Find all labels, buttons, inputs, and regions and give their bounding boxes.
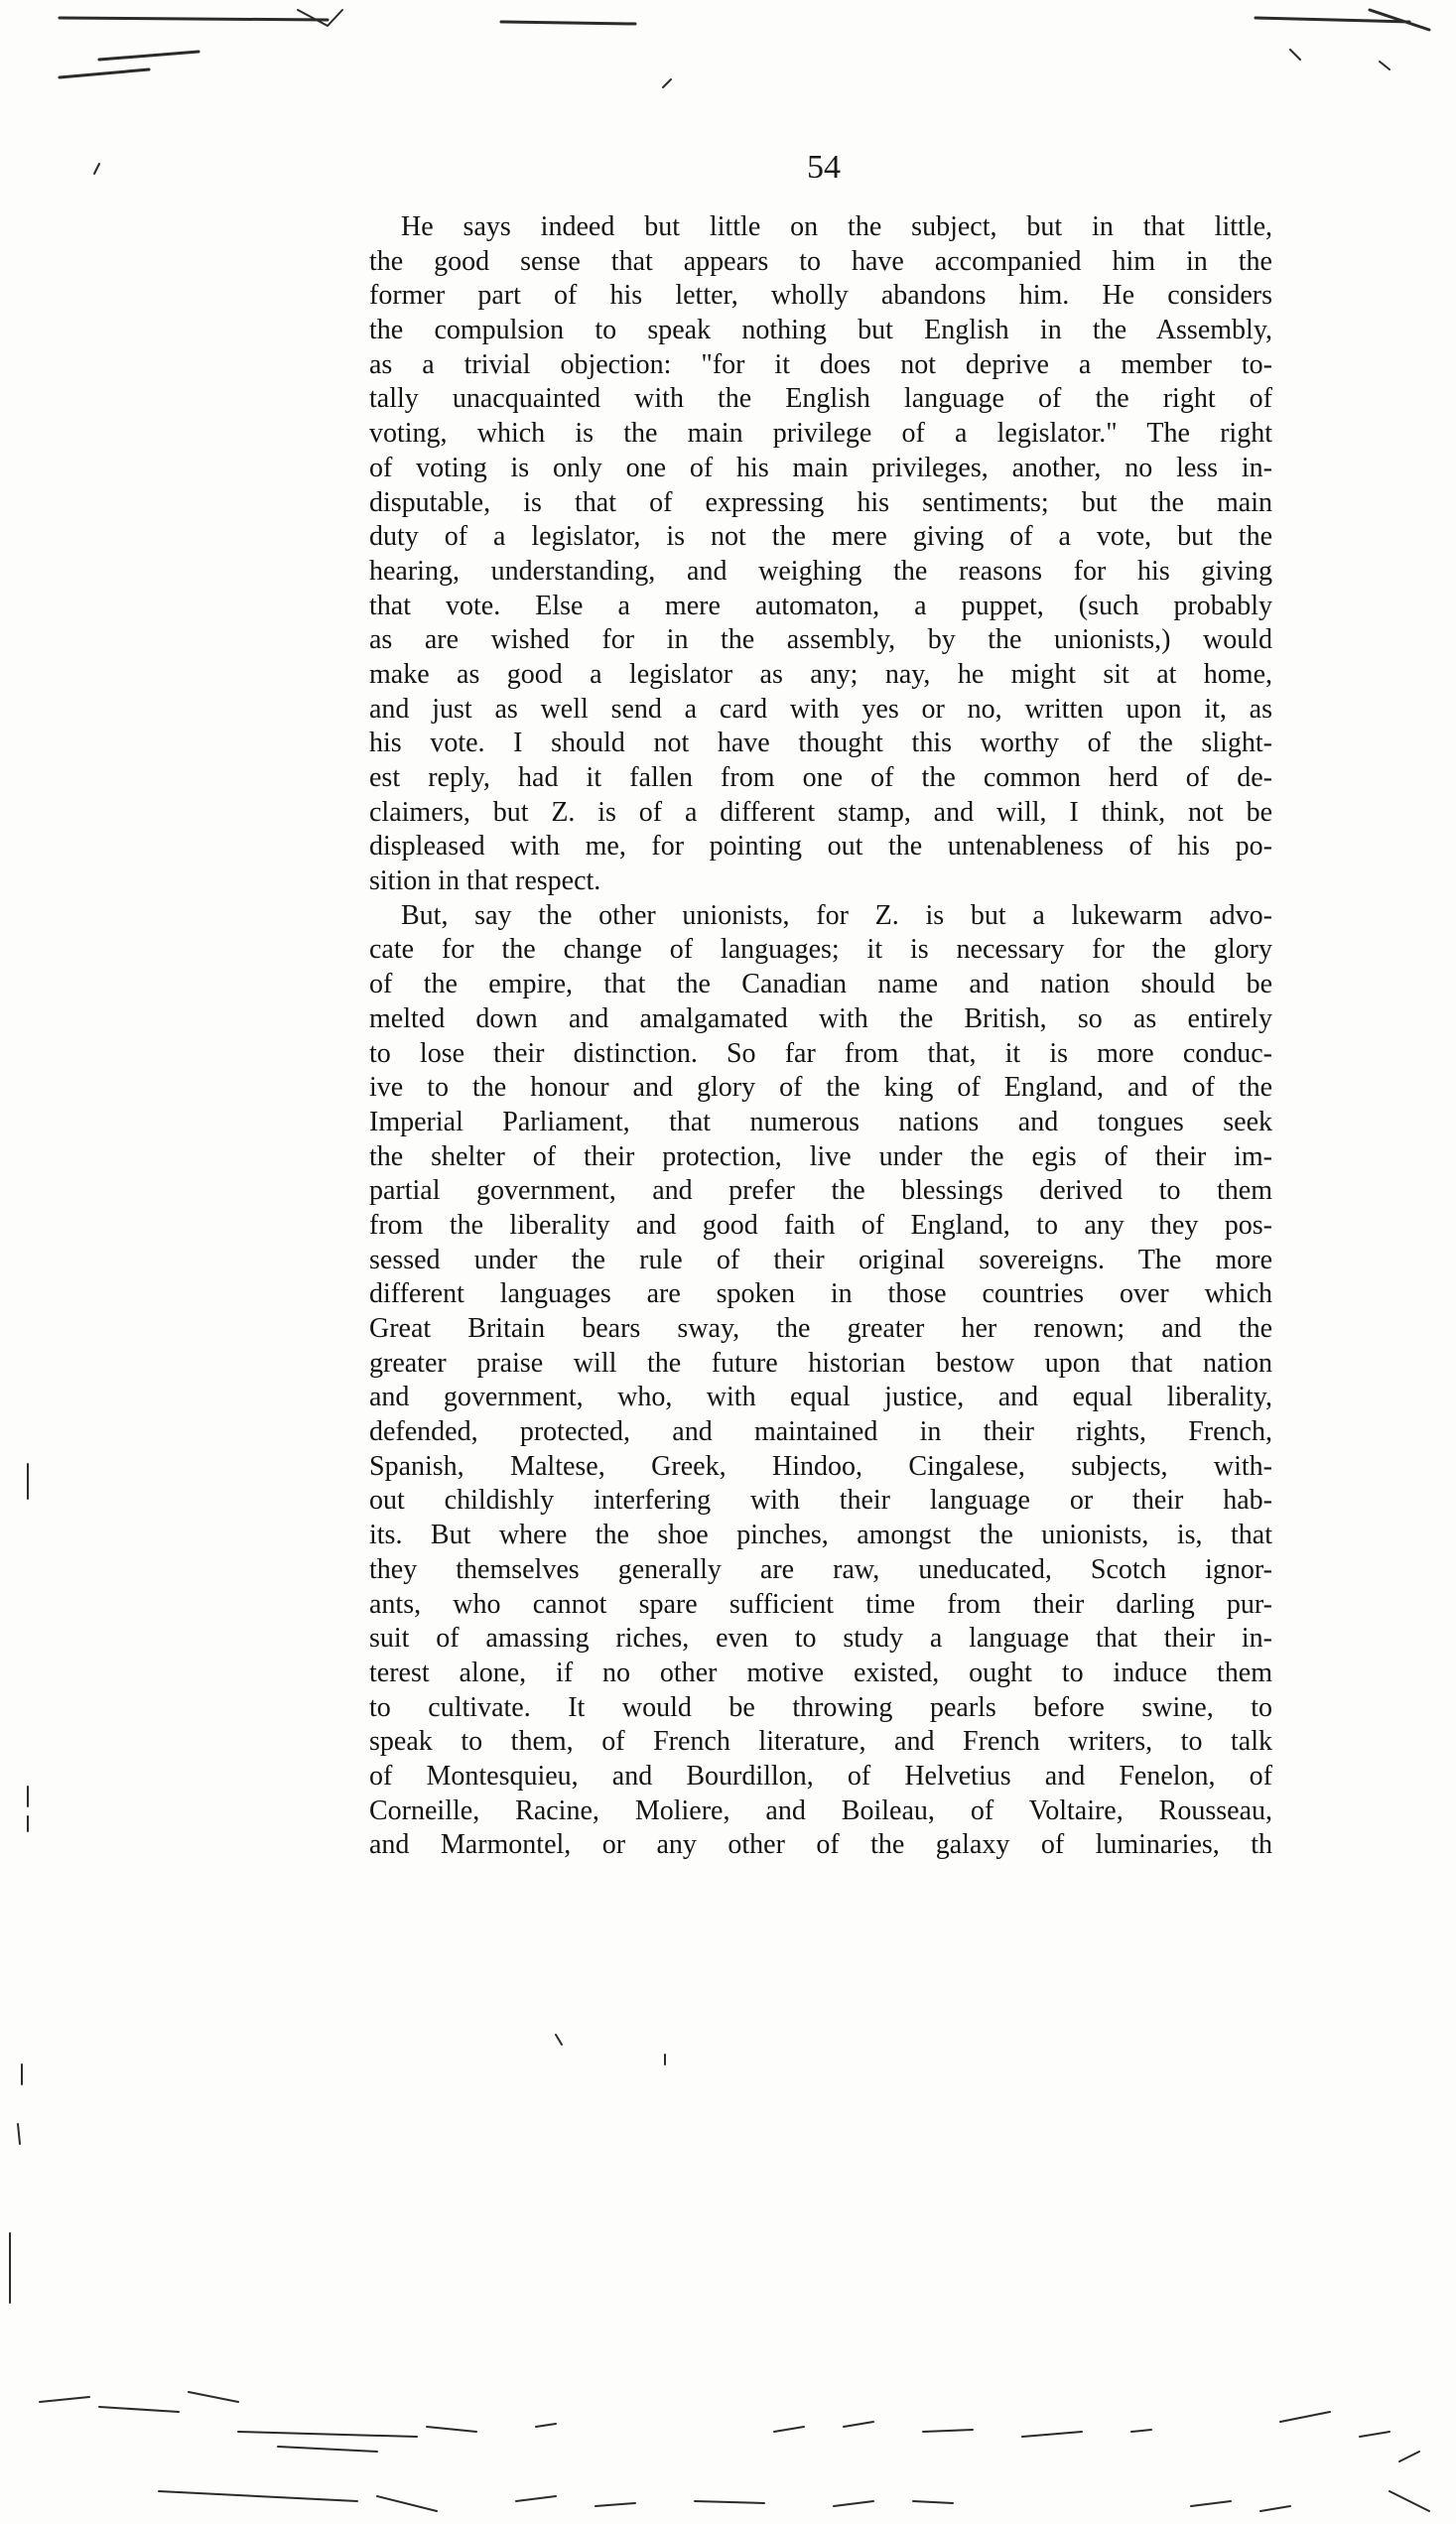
text-line: defended, protected, and maintained in their rights, French,	[369, 1416, 1272, 1448]
text-line: ive to the honour and glory of the king of England, and of the	[369, 1072, 1272, 1104]
text-line: of voting is only one of his main privileges, another, no less in-	[369, 452, 1272, 483]
text-line: that vote. Else a mere automaton, a puppet, (such probably	[369, 590, 1272, 621]
text-line: cate for the change of languages; it is necessary for the glory	[369, 934, 1272, 966]
text-line: Spanish, Maltese, Greek, Hindoo, Cingalese, subjects, with-	[369, 1450, 1272, 1482]
text-line: sessed under the rule of their original sovereigns. The more	[369, 1244, 1272, 1275]
text-line: suit of amassing riches, even to study a language that their in-	[369, 1623, 1272, 1655]
text-line: voting, which is the main privilege of a legislator." The right	[369, 418, 1272, 450]
text-line: greater praise will the future historian bestow upon that nation	[369, 1347, 1272, 1379]
text-line: tally unacquainted with the English language of the right of	[369, 383, 1272, 415]
text-line: former part of his letter, wholly abandons him. He considers	[369, 280, 1272, 312]
text-line: make as good a legislator as any; nay, he might sit at home,	[369, 658, 1272, 690]
text-line: as a trivial objection: "for it does not deprive a member to-	[369, 348, 1272, 380]
text-line: He says indeed but little on the subject, but in that little,	[401, 211, 1272, 242]
text-line: the good sense that appears to have accompanied him in the	[369, 245, 1272, 277]
text-line: and just as well send a card with yes or no, written upon it, as	[369, 693, 1272, 725]
text-line: as are wished for in the assembly, by the unionists,) would	[369, 624, 1272, 656]
text-line: speak to them, of French literature, and French writers, to talk	[369, 1726, 1272, 1758]
text-line: his vote. I should not have thought this worthy of the slight-	[369, 728, 1272, 759]
text-line: sition in that respect.	[369, 865, 601, 897]
page-number: 54	[807, 149, 841, 186]
text-line: ants, who cannot spare sufficient time from their darling pur-	[369, 1588, 1272, 1620]
text-line: Great Britain bears sway, the greater her renown; and the	[369, 1313, 1272, 1344]
text-line: But, say the other unionists, for Z. is but a lukewarm advo-	[401, 899, 1272, 931]
text-line: disputable, is that of expressing his sentiments; but the main	[369, 486, 1272, 518]
text-line: they themselves generally are raw, uneducated, Scotch ignor-	[369, 1553, 1272, 1585]
text-line: duty of a legislator, is not the mere giving of a vote, but the	[369, 521, 1272, 553]
page-body-text	[369, 210, 1272, 1863]
text-line: partial government, and prefer the blessings derived to them	[369, 1175, 1272, 1207]
text-line: Imperial Parliament, that numerous nations and tongues seek	[369, 1106, 1272, 1137]
text-line: claimers, but Z. is of a different stamp, and will, I think, not be	[369, 796, 1272, 828]
text-line: to lose their distinction. So far from that, it is more conduc-	[369, 1037, 1272, 1069]
text-line: its. But where the shoe pinches, amongst the unionists, is, that	[369, 1520, 1272, 1551]
text-line: of Montesquieu, and Bourdillon, of Helvetius and Fenelon, of	[369, 1760, 1272, 1792]
text-line: and Marmontel, or any other of the galaxy of luminaries, th	[369, 1829, 1272, 1861]
text-line: est reply, had it fallen from one of the common herd of de-	[369, 762, 1272, 793]
text-line: out childishly interfering with their language or their hab-	[369, 1485, 1272, 1517]
text-line: displeased with me, for pointing out the untenableness of his po-	[369, 831, 1272, 863]
text-line: different languages are spoken in those countries over which	[369, 1278, 1272, 1310]
text-line: from the liberality and good faith of England, to any they pos-	[369, 1209, 1272, 1241]
text-line: the shelter of their protection, live under the egis of their im-	[369, 1140, 1272, 1172]
text-line: hearing, understanding, and weighing the reasons for his giving	[369, 555, 1272, 587]
text-line: Corneille, Racine, Moliere, and Boileau, of Voltaire, Rousseau,	[369, 1794, 1272, 1826]
text-line: the compulsion to speak nothing but English in the Assembly,	[369, 315, 1272, 346]
text-line: melted down and amalgamated with the British, so as entirely	[369, 1002, 1272, 1034]
text-line: to cultivate. It would be throwing pearls before swine, to	[369, 1691, 1272, 1723]
text-line: and government, who, with equal justice, and equal liberality,	[369, 1382, 1272, 1413]
text-line: terest alone, if no other motive existed, ought to induce them	[369, 1657, 1272, 1688]
text-line: of the empire, that the Canadian name and nation should be	[369, 969, 1272, 1000]
